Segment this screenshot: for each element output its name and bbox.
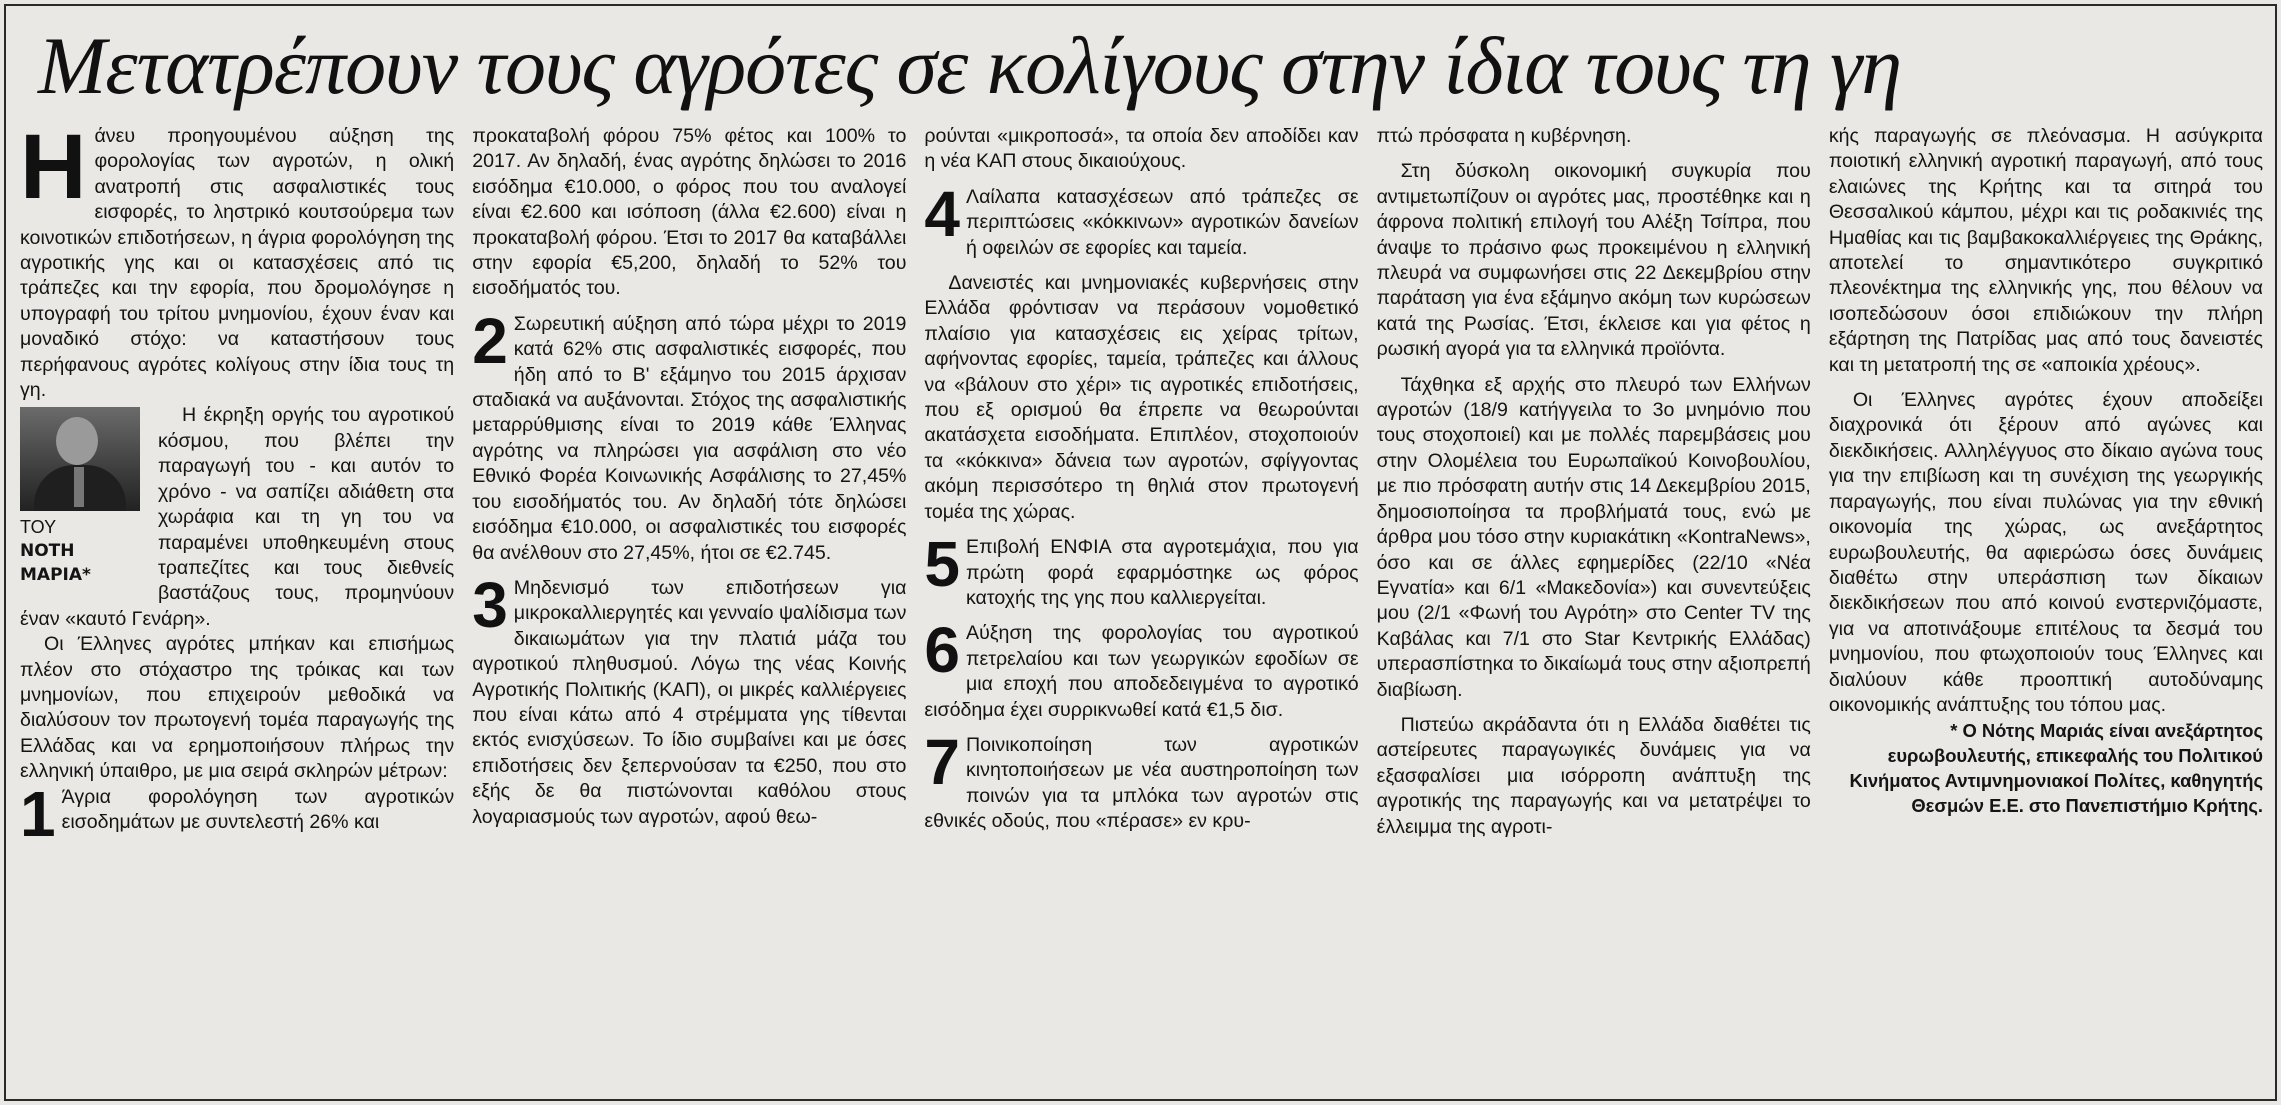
article-body: [12, 124, 2269, 1074]
intro-text-a: άνευ προηγουμένου αύξηση της φορολογίας των αγροτών, η ολική ανατροπή στις ασφαλιστικές τους εισφορές, το ληστρικό κουτσούρεμα των κοινοτικών επιδοτήσεων, η άγρια φορολόγηση της αγροτικής γης και οι κατασχέσεις από τις τράπεζες και την εφορία, που δρομολόγησε η υπογραφή του τρίτου μνημονίου, έχουν έναν και μοναδικό στόχο: να καταστήσουν τους περήφανους αγρότες κολίγους στην ίδια τους τη γη.: [20, 125, 455, 402]
paragraph: κής παραγωγής σε πλεόνασμα. Η ασύγκριτα ποιοτική ελληνική αγροτική παραγωγή, από τους ελαιώνες της Κρήτης και τα σιτηρά του Θεσσαλικού κάμπου, μέχρι και τις ροδακινιές της Ημαθίας και τις βαμβακοκαλλιέργειες της Θράκης, αποτελεί το σημαντικότερο συγκριτικό πλεονέκτημα της ελληνικής γης, που θέλουν να ισοπεδώσουν όσοι επιδιώκουν την πλήρη εξάρτηση της Πατρίδας μας από τους δανειστές και τη μετατροπή της σε «αποικία χρέους».: [1828, 125, 2264, 376]
paragraph: Δανειστές και μνημονιακές κυβερνήσεις στην Ελλάδα φρόντισαν να περάσουν νομοθετικό πλαίσιο για κατασχέσεις εις χείρας τρίτων, αφήνοντας εφορίες, ταμεία, τράπεζες και άλλους να «βάλουν στο χέρι» τις αγροτικές επιδοτήσεις, που εξ ορισμού θα έπρεπε να θεωρούνται ακατάσχετα εισοδήματα. Επιπλέον, στοχοποιούν τα «κόκκινα» δάνεια των αγροτών, σφίγγοντας ακόμη περισσότερο τη θηλιά στον πρωτογενή τομέα της χώρας.: [924, 272, 1359, 523]
paragraph: Οι Έλληνες αγρότες έχουν αποδείξει διαχρονικά ότι ξέρουν από αγώνες και διεκδικήσεις. Αλληλέγγυος στο δίκαιο αγώνα τους για την επιβίωση και τη συνέχιση της γεωργικής παραγωγής, που είναι πυλώνας για την εθνική οικονομία της χώρας, ως ανεξάρτητος ευρωβουλευτής, θα αφιερώσω όσες δυνάμεις διαθέτω στην υπεράσπιση των δίκαιων διεκδικήσεων που από κοινού ενστερνιζόμαστε, για να αποτινάξουμε επιτέλους τα δεσμά του μνημονίου, που φτωχοποιούν τους Έλληνες και διαλύουν κάθε προοπτική αυτοδύναμης οικονομικής ανάπτυξης του τόπου μας.: [1828, 389, 2264, 716]
list-item-4: [924, 177, 1359, 261]
paragraph: Οι Έλληνες αγρότες μπήκαν και επισήμως πλέον στο στόχαστρο της τρόικας και των μνημονίων, που επιχειρούν μεθοδικά να διαλύσουν τον πρωτογενή τομέα παραγωγής της Ελλάδας και να ερημοποιήσουν πλήρως την ελληνική ύπαιθρο, με μια σειρά σκληρών μέτρων:: [20, 633, 455, 783]
column-1: [20, 124, 454, 1074]
paragraph: Πιστεύω ακράδαντα ότι η Ελλάδα διαθέτει τις αστείρευτες παραγωγικές δυνάμεις για να εξασφαλίσει μια ισόρροπη ανάπτυξη της αγροτικής της παραγωγής και να μετατρέψει το έλλειμμα της αγροτι-: [1376, 713, 1811, 838]
list-item-7: [924, 725, 1359, 835]
paragraph: Τάχθηκα εξ αρχής στο πλευρό των Ελλήνων αγροτών (18/9 κατήγγειλα το 3ο μνημόνιο που τους στοχοποιεί) και με πολλές παρεμβάσεις μου στην Ολομέλεια του Ευρωπαϊκού Κοινοβουλίου, με πιο πρόσφατη αυτήν στις 14 Δεκεμβρίου 2015, δημοσιοποίησα τα προβλήματά τους, ενώ με άρθρα μου τόσο στην κυριακάτικη «KontraNews», όσο και σε άλλες εφημερίδες (22/10 «Νέα Εγνατία» και 6/1 «Μακεδονία») και συνεντεύξεις μου (2/1 «Φωνή του Αγρότη» στο Center TV της Καβάλας και 7/1 στο Star Κεντρικής Ελλάδας) υπερασπίστηκα το δικαίωμά τους στην αξιοπρεπή διαβίωση.: [1376, 373, 1811, 701]
list-item-3: [472, 568, 907, 830]
paragraph: πτώ πρόσφατα η κυβέρνηση.: [1376, 125, 1632, 147]
item-number: 1: [20, 777, 56, 850]
item-text: Αύξηση της φορολογίας του αγροτικού πετρελαίου και των γεωργικών εφοδίων σε μια εποχή που αποδεδειγμένα το αγροτικό εισόδημα έχει συρρικνωθεί κατά €1,5 δισ.: [924, 622, 1359, 721]
item-number: 5: [924, 528, 960, 601]
byline-prefix: ΤΟΥ: [20, 517, 57, 538]
byline-name: ΜΑΡΙΑ*: [20, 565, 91, 586]
list-item-5: [924, 528, 1359, 611]
list-item-1: [20, 777, 455, 850]
item-text: Ποινικοποίηση των αγροτικών κινητοποιήσεων με νέα αυστηροποίηση των ποινών για τα μπλόκα των αγροτών στις εθνικές οδούς, που «πέρασε» εν κρυ-: [924, 733, 1359, 833]
byline-surname: ΝΟΤΗ: [20, 541, 75, 562]
author-bio: * Ο Νότης Μαριάς είναι ανεξάρτητος ευρωβουλευτής, επικεφαλής του Πολιτικού Κινήματος Αντιμνημονιακοί Πολίτες, καθηγητής Θεσμών Ε.Ε. στο Πανεπιστήμιο Κρήτης.: [1849, 720, 2264, 817]
item-text: Επιβολή ΕΝΦΙΑ στα αγροτεμάχια, που για πρώτη φορά εφαρμόστηκε ως φόρος κατοχής της γης που καλλιεργείται.: [966, 536, 1359, 609]
list-item-2: [472, 304, 907, 566]
author-box: [20, 407, 146, 587]
drop-cap: Η: [20, 124, 87, 218]
paragraph: ρούνται «μικροποσά», τα οποία δεν αποδίδει καν η νέα ΚΑΠ στους δικαιούχους.: [924, 125, 1359, 173]
item-number: 2: [472, 304, 508, 377]
item-number: 3: [472, 568, 508, 641]
paragraph: προκαταβολή φόρου 75% φέτος και 100% το 2017. Αν δηλαδή, ένας αγρότης δηλώσει το 2016 εισόδημα €10.000, ο φόρος που του αναλογεί είναι €2.600 και ισόποση (άλλα €2.600) είναι η προκαταβολή φόρου. Έτσι το 2017 θα καταβάλλει στην εφορία €5,200, δηλαδή το 52% του εισοδήματός του.: [472, 125, 907, 300]
paragraph: Στη δύσκολη οικονομική συγκυρία που αντιμετωπίζουν οι αγρότες μας, προστέθηκε και η άφρονα πολιτική επιλογή του Αλέξη Τσίπρα, που άναψε το πράσινο φως προκειμένου η ελληνική πλευρά να συμφωνήσει στις 22 Δεκεμβρίου στην παράταση για ένα εξάμηνο ακόμη των κυρώσεων κατά της Ρωσίας. Έτσι, έκλεισε και για φέτος η ρωσική αγορά για τα ελληνικά προϊόντα.: [1376, 160, 1811, 361]
author-photo: [20, 407, 140, 511]
item-text: Σωρευτική αύξηση από τώρα μέχρι το 2019 κατά 62% στις ασφαλιστικές εισφορές, που ήδη από το Β' εξάμηνο του 2015 άρχισαν σταδιακά να αυξάνονται. Στόχος της ασφαλιστικής μεταρρύθμισης είναι το 2019 κάθε Έλληνας αγρότης να πληρώσει για ασφάλιση στο νέο Εθνικό Φορέα Κοινωνικής Ασφάλισης το 27,45% του εισοδήματός του. Αν δηλαδή τότε δηλώσει εισόδημα €10.000, οι ασφαλιστικές του εισφορές θα ανέλθουν στο 27,45%, ήτοι σε €2.745.: [472, 312, 907, 564]
column-2: [472, 124, 906, 1074]
item-text: Μηδενισμό των επιδοτήσεων για μικροκαλλιεργητές και γενναίο ψαλίδισμα των δικαιωμάτων για την πλατιά μάζα του αγροτικού πληθυσμού. Λόγω της νέας Κοινής Αγροτικής Πολιτικής (ΚΑΠ), οι μικρές καλλιέργειες που είναι κάτω από 4 στρέμματα γης τίθενται εκτός ενισχύσεων. Το ίδιο συμβαίνει και με όσες επιδοτήσεις δεν ξεπερνούσαν τα €250, που στο εξής δε θα πιστώνονται καθόλου στους λογαριασμούς των αγροτών, αφού θεω-: [472, 576, 907, 828]
column-4: [1377, 124, 1811, 1074]
item-number: 7: [924, 725, 960, 798]
column-5: [1829, 124, 2263, 1074]
item-text: Λαίλαπα κατασχέσεων από τράπεζες σε περιπτώσεις «κόκκινων» αγροτικών δανείων ή οφειλών σε εφορίες και ταμεία.: [966, 185, 1359, 259]
intro-paragraph: [20, 124, 454, 403]
item-number: 4: [924, 177, 960, 250]
item-text: Άγρια φορολόγηση των αγροτικών εισοδημάτων με συντελεστή 26% και: [61, 785, 455, 833]
paragraph: Η έκρηξη οργής του αγροτικού κόσμου, που βλέπει την παραγωγή του - και αυτόν το χρόνο - να σαπίζει αδιάθετη στα χωράφια και τη γη του να παραμένει υποθηκευμένη στους τραπεζίτες και τους διεθνείς βαστάζους τους, προμηνύουν έναν «καυτό Γενάρη».: [20, 404, 455, 630]
list-item-6: [924, 614, 1359, 723]
item-number: 6: [924, 614, 960, 687]
headline: Μετατρέπουν τους αγρότες σε κολίγους στην ίδια τους τη γη: [38, 20, 1902, 111]
column-3: [924, 124, 1358, 1074]
